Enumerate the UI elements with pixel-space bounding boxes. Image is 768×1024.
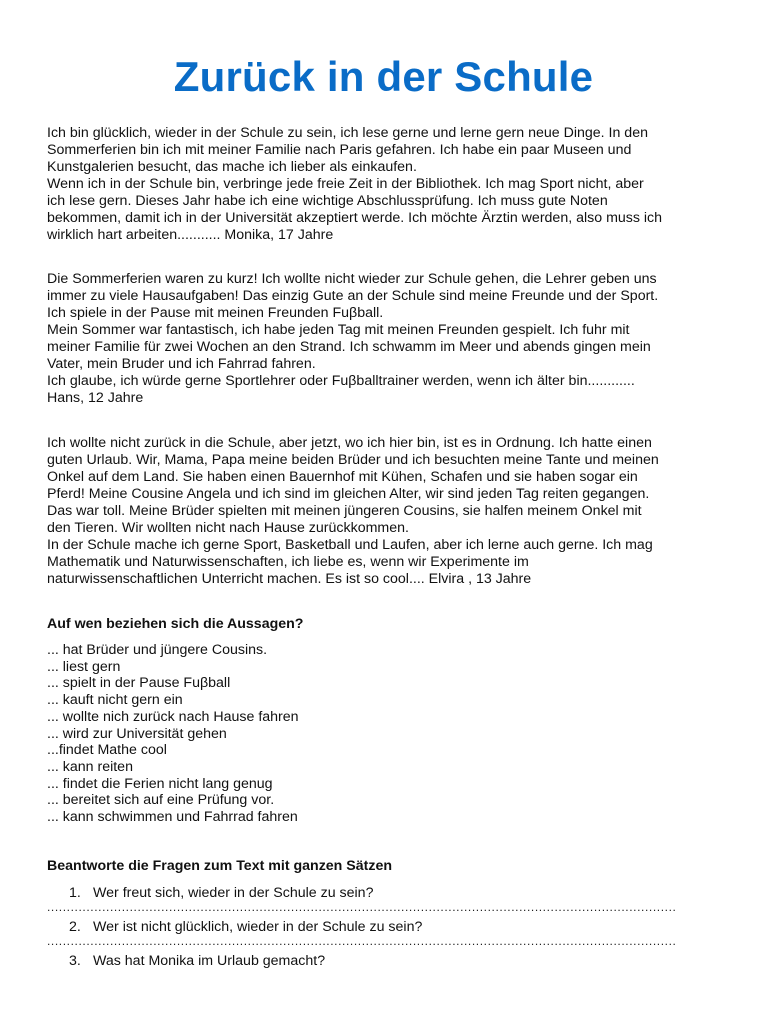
text-line: immer zu viele Hausaufgaben! Das einzig Gute an der Schule sind meine Freunde und der Sport. bbox=[47, 288, 659, 304]
text-line: meiner Familie für zwei Wochen an den Strand. Ich schwamm im Meer und abends gingen mein bbox=[47, 339, 651, 355]
question-item bbox=[47, 885, 720, 902]
question-text: Was hat Monika im Urlaub gemacht? bbox=[93, 952, 326, 969]
text-line: ich lese gern. Dieses Jahr habe ich eine wichtige Abschlussprüfung. Ich muss gute Noten bbox=[47, 193, 608, 209]
statement-item: ... kann reiten bbox=[47, 758, 133, 775]
text-line: guten Urlaub. Wir, Mama, Papa meine beiden Brüder und ich besuchten meine Tante und meinen bbox=[47, 452, 659, 468]
statement-item: ...findet Mathe cool bbox=[47, 742, 167, 759]
text-line: Hans, 12 Jahre bbox=[47, 390, 144, 406]
text-line: Vater, mein Bruder und ich Fahrrad fahren. bbox=[47, 356, 316, 372]
text-line: Mein Sommer war fantastisch, ich habe jeden Tag mit meinen Freunden gespielt. Ich fuhr mit bbox=[47, 322, 630, 338]
question-list bbox=[47, 885, 720, 970]
page-title: Zurück in der Schule bbox=[173, 53, 594, 100]
text-line: den Tieren. Wir wollten nicht nach Hause zurückkommen. bbox=[47, 520, 409, 536]
assign-heading: Auf wen beziehen sich die Aussagen? bbox=[47, 616, 304, 632]
text-line: Kunstgalerien besucht, das mache ich lieber als einkaufen. bbox=[47, 159, 417, 175]
statement-list bbox=[47, 642, 720, 826]
questions-heading: Beantworte die Fragen zum Text mit ganzen Sätzen bbox=[47, 857, 393, 874]
question-number: 3. bbox=[69, 952, 81, 969]
text-line: bekommen, damit ich in der Universität akzeptiert werde. Ich möchte Ärztin werden, also muss ich bbox=[47, 210, 663, 226]
statement-item: ... liest gern bbox=[47, 658, 121, 675]
text-line: naturwissenschaftlichen Unterricht machen. Es ist so cool.... Elvira , 13 Jahre bbox=[47, 571, 532, 587]
statement-item: ... kauft nicht gern ein bbox=[47, 692, 183, 709]
statement-item: ... kann schwimmen und Fahrrad fahren bbox=[47, 809, 298, 826]
text-line: Onkel auf dem Land. Sie haben einen Bauernhof mit Kühen, Schafen und sie haben sogar ein bbox=[47, 469, 638, 485]
answer-line[interactable]: ................................................................................................................................................................ bbox=[47, 901, 677, 914]
text-line: Wenn ich in der Schule bin, verbringe jede freie Zeit in der Bibliothek. Ich mag Sport nicht, aber bbox=[47, 176, 644, 192]
text-line: Pferd! Meine Cousine Angela und ich sind im gleichen Alter, wir sind jeden Tag reiten gegangen. bbox=[47, 486, 650, 502]
statement-item: ... spielt in der Pause Fuβball bbox=[47, 675, 231, 692]
question-number: 1. bbox=[69, 884, 81, 901]
question-item bbox=[47, 953, 720, 970]
text-line: Ich glaube, ich würde gerne Sportlehrer oder Fuβballtrainer werden, wenn ich älter bin............ bbox=[47, 373, 635, 389]
statement-item: ... bereitet sich auf eine Prüfung vor. bbox=[47, 792, 275, 809]
text-line: wirklich hart arbeiten........... Monika, 17 Jahre bbox=[47, 227, 334, 243]
question-number: 2. bbox=[69, 918, 81, 935]
question-text: Wer freut sich, wieder in der Schule zu sein? bbox=[93, 884, 374, 901]
text-line: Mathematik und Naturwissenschaften, ich liebe es, wenn wir Experimente im bbox=[47, 554, 529, 570]
text-line: In der Schule mache ich gerne Sport, Basketball und Laufen, aber ich lerne auch gerne. Ich mag bbox=[47, 537, 653, 553]
statement-item: ... wird zur Universität gehen bbox=[47, 725, 227, 742]
text-line: Das war toll. Meine Brüder spielten mit meinen jüngeren Cousins, sie halfen meinem Onkel mit bbox=[47, 503, 642, 519]
statement-item: ... hat Brüder und jüngere Cousins. bbox=[47, 642, 268, 658]
answer-line[interactable]: ................................................................................................................................................................ bbox=[47, 935, 677, 948]
question-text: Wer ist nicht glücklich, wieder in der Schule zu sein? bbox=[93, 918, 423, 935]
text-elvira bbox=[47, 435, 720, 588]
text-line: Ich wollte nicht zurück in die Schule, aber jetzt, wo ich hier bin, ist es in Ordnung. Ich hatte einen bbox=[47, 435, 652, 451]
text-line: Ich spiele in der Pause mit meinen Freunden Fuβball. bbox=[47, 305, 384, 321]
text-line: Ich bin glücklich, wieder in der Schule zu sein, ich lese gerne und lerne gern neue Dinge. In den bbox=[47, 125, 648, 141]
text-hans bbox=[47, 271, 720, 407]
text-line: Sommerferien bin ich mit meiner Familie nach Paris gefahren. Ich habe ein paar Museen und bbox=[47, 142, 632, 158]
text-line: Die Sommerferien waren zu kurz! Ich wollte nicht wieder zur Schule gehen, die Lehrer geben uns bbox=[47, 271, 657, 287]
question-item bbox=[47, 919, 720, 936]
text-monika bbox=[47, 125, 720, 244]
statement-item: ... wollte nich zurück nach Hause fahren bbox=[47, 708, 299, 725]
statement-item: ... findet die Ferien nicht lang genug bbox=[47, 775, 273, 792]
